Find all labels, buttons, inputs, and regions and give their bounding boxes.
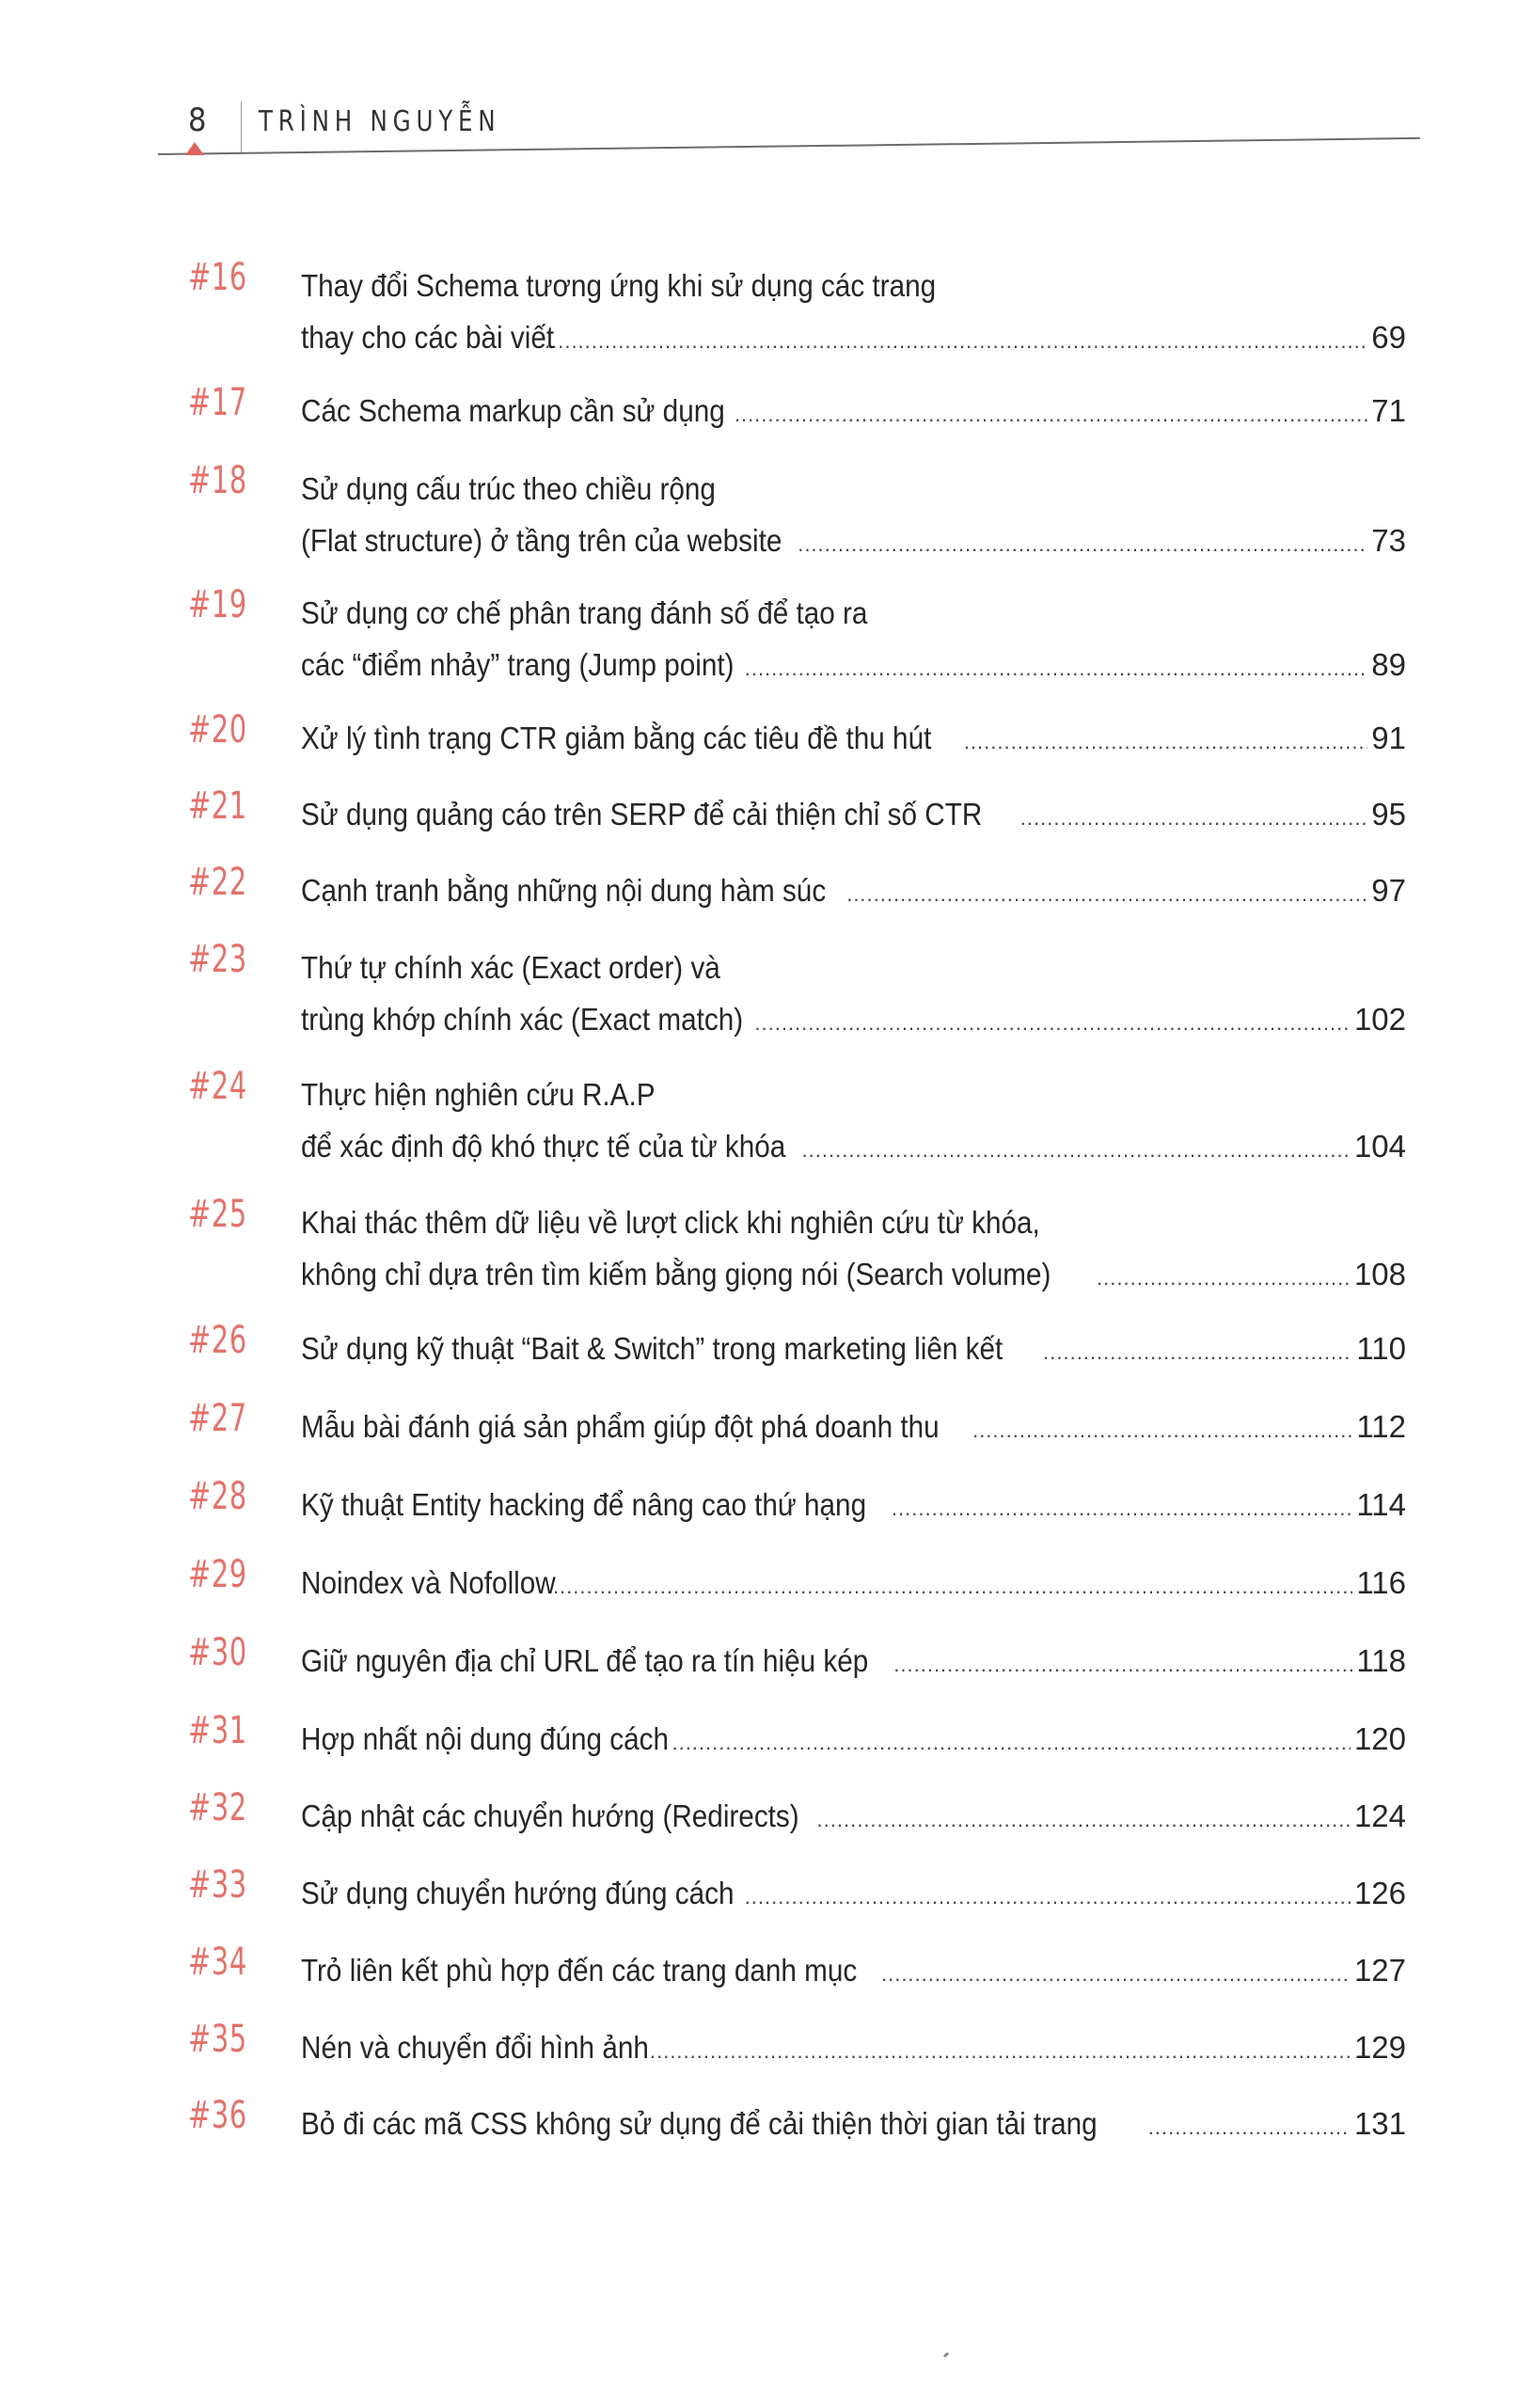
entry-page: 110 xyxy=(1356,1331,1406,1366)
entry-page: 91 xyxy=(1371,721,1406,755)
dot-leader xyxy=(893,1639,1352,1690)
running-header xyxy=(0,0,1517,169)
dot-leader xyxy=(798,518,1367,570)
entry-number: #25 xyxy=(188,1193,247,1236)
dot-leader xyxy=(892,1482,1352,1534)
entry-title-line: Nén và chuyển đổi hình ảnh xyxy=(301,2030,649,2065)
dot-leader xyxy=(672,1717,1350,1768)
scan-speck xyxy=(943,2352,950,2357)
dot-leader xyxy=(745,642,1368,694)
entry-title-line: Sử dụng quảng cáo trên SERP để cải thiện chỉ số CTR xyxy=(301,797,983,832)
page-number: 8 xyxy=(188,102,208,139)
entry-title-line: các “điểm nhảy” trang (Jump point) xyxy=(301,647,735,682)
entry-title-line: Xử lý tình trạng CTR giảm bằng các tiêu đề thu hút xyxy=(301,721,932,755)
entry-page: 126 xyxy=(1353,1876,1406,1910)
entry-title-line: không chỉ dựa trên tìm kiếm bằng giọng nói (Search volume) xyxy=(301,1257,1051,1291)
dot-leader xyxy=(1148,2101,1351,2153)
entry-page: 97 xyxy=(1371,873,1406,908)
entry-title-line: Sử dụng cơ chế phân trang đánh số để tạo ra xyxy=(301,595,868,630)
entry-page: 69 xyxy=(1371,320,1406,355)
entry-page: 102 xyxy=(1353,1002,1406,1037)
dot-leader xyxy=(802,1124,1351,1176)
entry-number: #20 xyxy=(188,708,247,752)
entry-title-line: Cập nhật các chuyển hướng (Redirects) xyxy=(301,1798,799,1833)
entry-title-line: thay cho các bài viết xyxy=(301,320,555,355)
author-name: TRÌNH NGUYỄN xyxy=(259,105,501,138)
entry-page: 108 xyxy=(1353,1257,1406,1291)
entry-page: 116 xyxy=(1356,1565,1406,1600)
entry-title-line: Sử dụng kỹ thuật “Bait & Switch” trong marketing liên kết xyxy=(301,1331,1003,1366)
entry-number: #19 xyxy=(188,583,247,626)
header-divider xyxy=(241,102,242,154)
entry-page: 127 xyxy=(1353,1953,1406,1988)
entry-title-line: Noindex và Nofollow xyxy=(301,1565,556,1600)
entry-number: #22 xyxy=(188,861,247,904)
entry-page: 129 xyxy=(1353,2030,1406,2065)
entry-number: #33 xyxy=(188,1863,247,1907)
dot-leader xyxy=(735,388,1367,440)
entry-page: 131 xyxy=(1353,2106,1406,2141)
entry-page: 71 xyxy=(1371,393,1406,428)
entry-number: #16 xyxy=(188,256,247,299)
dot-leader xyxy=(754,997,1351,1049)
dot-leader xyxy=(546,1560,1353,1612)
entry-number: #18 xyxy=(188,459,247,502)
entry-number: #32 xyxy=(188,1786,247,1830)
entry-title-line: Mẫu bài đánh giá sản phẩm giúp đột phá doanh thu xyxy=(301,1409,940,1444)
entry-title-line: trùng khớp chính xác (Exact match) xyxy=(301,1002,744,1037)
entry-number: #17 xyxy=(188,381,247,424)
entry-page: 95 xyxy=(1371,797,1406,832)
dot-leader xyxy=(545,315,1367,367)
dot-leader xyxy=(745,1871,1351,1923)
dot-leader xyxy=(650,2025,1351,2077)
entry-number: #35 xyxy=(188,2018,247,2061)
entry-number: #34 xyxy=(188,1941,247,1984)
entry-page: 124 xyxy=(1353,1798,1406,1833)
header-rule xyxy=(158,137,1420,155)
dot-leader xyxy=(846,868,1367,920)
dot-leader xyxy=(1043,1326,1352,1378)
entry-page: 89 xyxy=(1371,647,1406,682)
entry-number: #23 xyxy=(188,938,247,981)
dot-leader xyxy=(881,1948,1351,2000)
dot-leader xyxy=(1097,1252,1351,1304)
entry-number: #24 xyxy=(188,1065,247,1108)
entry-page: 104 xyxy=(1353,1129,1406,1164)
triangle-marker-icon xyxy=(185,142,204,155)
entry-number: #28 xyxy=(188,1475,247,1518)
entry-number: #27 xyxy=(188,1397,247,1440)
entry-title-line: Các Schema markup cần sử dụng xyxy=(301,393,725,428)
entry-number: #31 xyxy=(188,1709,247,1752)
entry-page: 112 xyxy=(1356,1409,1406,1444)
entry-number: #30 xyxy=(188,1631,247,1674)
entry-title-line: Thực hiện nghiên cứu R.A.P xyxy=(301,1077,656,1112)
dot-leader xyxy=(1020,792,1368,844)
entry-title-line: Thay đổi Schema tương ứng khi sử dụng các trang xyxy=(301,268,937,303)
entry-page: 120 xyxy=(1353,1721,1406,1756)
entry-title-line: Bỏ đi các mã CSS không sử dụng để cải thiện thời gian tải trang xyxy=(301,2106,1098,2141)
entry-title-line: Khai thác thêm dữ liệu về lượt click khi nghiên cứu từ khóa, xyxy=(301,1205,1040,1240)
entry-page: 118 xyxy=(1356,1643,1406,1678)
entry-page: 73 xyxy=(1371,523,1406,558)
entry-title-line: để xác định độ khó thực tế của từ khóa xyxy=(301,1129,786,1164)
entry-title-line: Thứ tự chính xác (Exact order) và xyxy=(301,950,720,985)
entry-number: #26 xyxy=(188,1319,247,1362)
entry-title-line: Trỏ liên kết phù hợp đến các trang danh mục xyxy=(301,1953,858,1988)
entry-title-line: Sử dụng chuyển hướng đúng cách xyxy=(301,1876,735,1910)
entry-title-line: Kỹ thuật Entity hacking để nâng cao thứ hạng xyxy=(301,1487,867,1522)
entry-title-line: (Flat structure) ở tầng trên của website xyxy=(301,523,782,558)
dot-leader xyxy=(964,716,1367,768)
entry-title-line: Giữ nguyên địa chỉ URL để tạo ra tín hiệu kép xyxy=(301,1643,869,1678)
dot-leader xyxy=(817,1794,1351,1846)
dot-leader xyxy=(972,1404,1352,1456)
entry-number: #36 xyxy=(188,2094,247,2137)
entry-title-line: Hợp nhất nội dung đúng cách xyxy=(301,1721,670,1756)
entry-title-line: Sử dụng cấu trúc theo chiều rộng xyxy=(301,471,716,506)
entry-number: #29 xyxy=(188,1553,247,1596)
entry-title-line: Cạnh tranh bằng những nội dung hàm súc xyxy=(301,873,827,908)
entry-page: 114 xyxy=(1356,1487,1406,1522)
entry-number: #21 xyxy=(188,784,247,828)
